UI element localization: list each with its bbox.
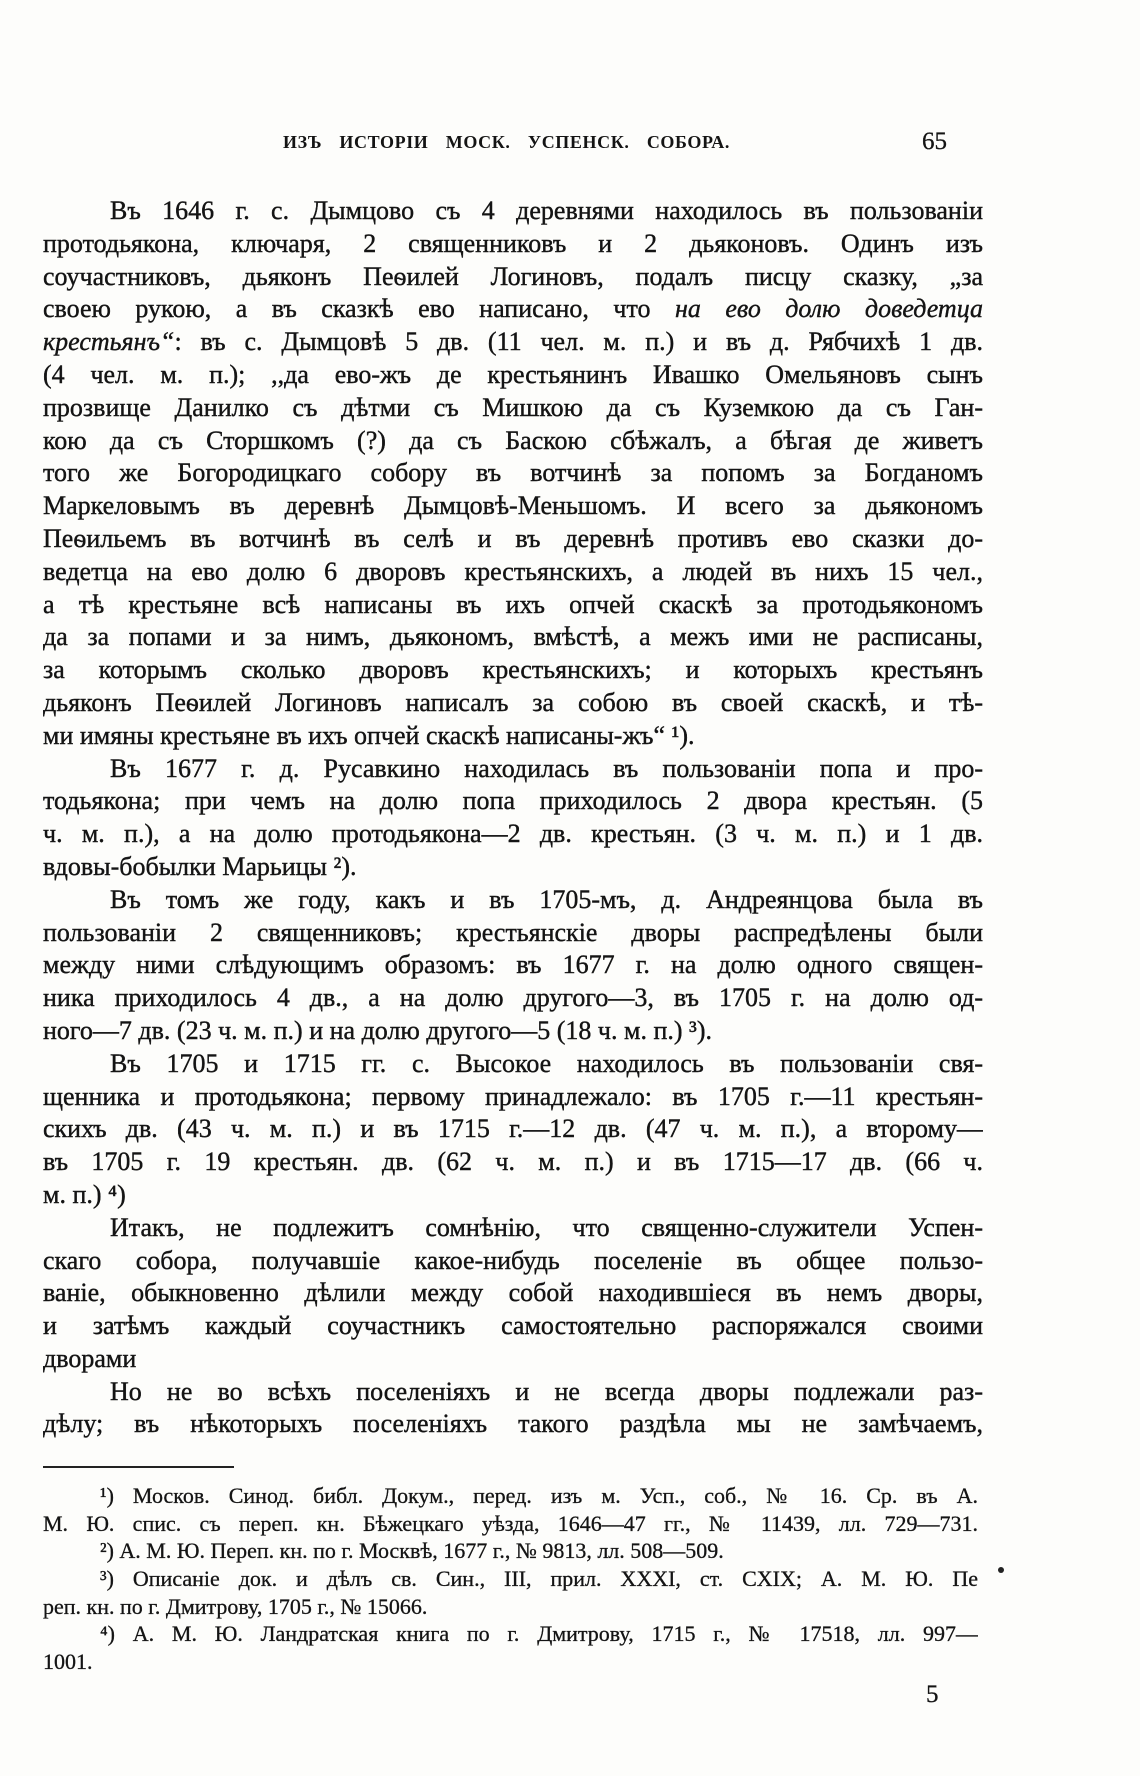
text-line: пользованіи 2 священниковъ; крестьянскіе дворы распредѣлены были	[43, 917, 983, 947]
footnote	[43, 1620, 978, 1675]
text-line: ч. м. п.), а на долю протодьякона—2 дв. крестьян. (3 ч. м. п.) и 1 дв.	[43, 819, 983, 849]
text-line: ника приходилось 4 дв., а на долю другого—3, въ 1705 г. на долю од-	[43, 983, 983, 1013]
footnote-line: ³) Описаніе док. и дѣлъ св. Син., III, прил. XXXI, ст. CXIX; А. М. Ю. Пе	[100, 1566, 978, 1592]
text-line: да за попами и за нимъ, дьякономъ, вмѣстѣ, а межъ ими не расписаны,	[43, 622, 983, 652]
text-line: Но не во всѣхъ поселеніяхъ и не всегда дворы подлежали раз-	[110, 1376, 983, 1406]
text-line: кою да съ Сторшкомъ (?) да съ Баскою сбѣжалъ, а бѣгая де живетъ	[43, 425, 983, 455]
footnote	[43, 1537, 978, 1565]
text-line: Въ 1677 г. д. Русавкино находилась въ пользованіи попа и про-	[110, 753, 983, 783]
text-line	[43, 293, 983, 326]
paragraph	[43, 884, 983, 1048]
text-line: того же Богородицкаго собору въ вотчинѣ за попомъ за Богданомъ	[43, 458, 983, 488]
text-line: соучастниковъ, дьяконъ Пеѳилей Логиновъ, подалъ писцу сказку, „за	[43, 261, 983, 291]
footnotes	[43, 1482, 978, 1676]
italic-quote: на ево долю доведетца	[674, 294, 983, 324]
text-line: дворами	[43, 1343, 137, 1373]
text-line: скихъ дв. (43 ч. м. п.) и въ 1715 г.—12 дв. (47 ч. м. п.), а второму—	[43, 1114, 983, 1144]
text-line: между ними слѣдующимъ образомъ: въ 1677 г. на долю одного священ-	[43, 950, 983, 980]
footnote-line: реп. кн. по г. Дмитрову, 1705 г., № 15066.	[43, 1593, 428, 1619]
text-line: Въ 1646 г. с. Дымцово съ 4 деревнями находилось въ пользованіи	[110, 196, 983, 225]
footnote-line: ¹) Москов. Синод. библ. Докум., перед. изъ м. Усп., соб., № 16. Ср. въ А.	[100, 1483, 978, 1508]
text-line: скаго собора, получавшіе какое-нибудь поселеніе въ общее пользо-	[43, 1245, 983, 1275]
scan-speck	[998, 1567, 1004, 1573]
text-line: дьяконъ Пеѳилей Логиновъ написалъ за собою въ своей скаскѣ, и тѣ-	[43, 687, 983, 717]
text-line: Въ 1705 и 1715 гг. с. Высокое находилось въ пользованіи свя-	[110, 1048, 983, 1078]
signature-number: 5	[926, 1681, 939, 1708]
footnote	[43, 1482, 978, 1537]
text-line: ного—7 дв. (23 ч. м. п.) и на долю другого—5 (18 ч. м. п.) ³).	[43, 1015, 712, 1045]
main-text	[43, 195, 983, 1441]
text-line	[43, 326, 983, 359]
text-line: протодьякона, ключаря, 2 священниковъ и 2 дьяконовъ. Одинъ изъ	[43, 228, 983, 258]
paragraph	[43, 753, 983, 884]
text-line: прозвище Данилко съ дѣтми съ Мишкою да съ Куземкою да съ Ган-	[43, 392, 983, 422]
text-line: въ 1705 г. 19 крестьян. дв. (62 ч. м. п.) и въ 1715—17 дв. (66 ч.	[43, 1147, 983, 1177]
text-line: Итакъ, не подлежитъ сомнѣнію, что священно-служители Успен-	[110, 1212, 983, 1242]
running-title: ИЗЪ ИСТОРІИ МОСК. УСПЕНСК. СОБОРА.	[283, 132, 730, 152]
paragraph	[43, 1376, 983, 1442]
text-line: (4 чел. м. п.); ,,да ево-жъ де крестьянинъ Ивашко Омельяновъ сынъ	[43, 359, 983, 389]
text-line: ведетца на ево долю 6 дворовъ крестьянскихъ, а людей въ нихъ 15 чел.,	[43, 556, 983, 586]
text-line: Маркеловымъ въ деревнѣ Дымцовѣ-Меньшомъ. И всего за дьякономъ	[43, 491, 983, 521]
text-line: за которымъ сколько дворовъ крестьянскихъ; и которыхъ крестьянъ	[43, 655, 983, 685]
paragraph	[43, 1048, 983, 1212]
text-segment: : въ с. Дымцовѣ 5 дв. (11 чел. м. п.) и въ д. Рябчихѣ 1 дв.	[174, 327, 983, 357]
footnote-divider	[43, 1466, 234, 1468]
footnote	[43, 1565, 978, 1620]
text-line: м. п.) ⁴)	[43, 1179, 126, 1209]
text-line: щенника и протодьякона; первому принадлежало: въ 1705 г.—11 крестьян-	[43, 1081, 983, 1111]
paragraph	[43, 195, 983, 753]
footnote-line: 1001.	[43, 1649, 93, 1675]
text-line: тодьякона; при чемъ на долю попа приходилось 2 двора крестьян. (5	[43, 786, 983, 816]
italic-quote: крестьянъ“	[43, 327, 175, 357]
text-line: а тѣ крестьяне всѣ написаны въ ихъ опчей скаскѣ за протодьякономъ	[43, 589, 983, 619]
footnote-line: М. Ю. спис. съ переп. кн. Бѣжецкаго уѣзда, 1646—47 гг., № 11439, лл. 729—731.	[43, 1510, 978, 1536]
text-line: Въ томъ же году, какъ и въ 1705-мъ, д. Андреянцова была въ	[110, 884, 983, 914]
text-line: Пеѳильемъ въ вотчинѣ въ селѣ и въ деревнѣ противъ ево сказки до-	[43, 523, 983, 553]
paragraph	[43, 1212, 983, 1376]
text-line: вдовы-бобылки Марьицы ²).	[43, 851, 357, 881]
text-line: дѣлу; въ нѣкоторыхъ поселеніяхъ такого раздѣла мы не замѣчаемъ,	[43, 1409, 983, 1439]
page-number: 65	[922, 128, 947, 155]
footnote-line: ²) А. М. Ю. Переп. кн. по г. Москвѣ, 1677 г., № 9813, лл. 508—509.	[100, 1538, 724, 1564]
footnote-line: ⁴) А. М. Ю. Ландратская книга по г. Дмитрову, 1715 г., № 17518, лл. 997—	[100, 1621, 978, 1647]
text-line: ваніе, обыкновенно дѣлили между собой находившіеся въ немъ дворы,	[43, 1278, 983, 1308]
text-line: и затѣмъ каждый соучастникъ самостоятельно распоряжался своими	[43, 1311, 983, 1341]
text-line: ми имяны крестьяне въ ихъ опчей скаскѣ написаны-жъ“ ¹).	[43, 720, 695, 750]
text-segment: своею рукою, а въ сказкѣ ево написано, что	[43, 294, 675, 324]
